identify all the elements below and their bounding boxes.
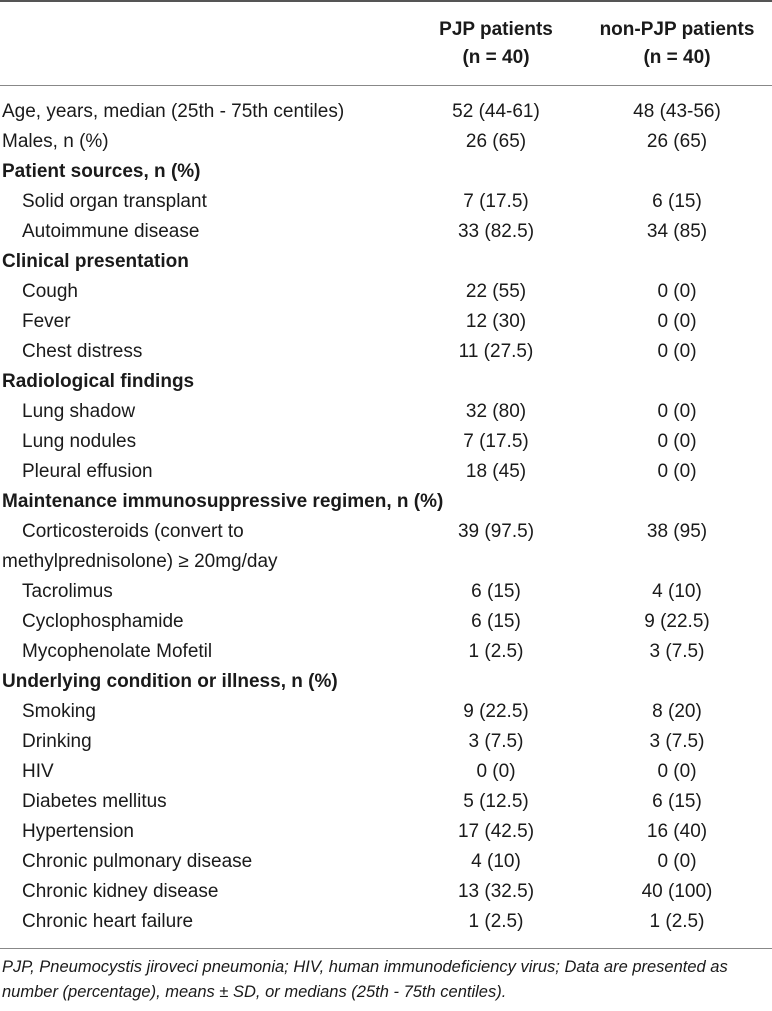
row-label-line2: methylprednisolone) ≥ 20mg/day: [2, 551, 278, 572]
table-bottom-rule: [0, 948, 772, 949]
section-header-row: [0, 667, 772, 697]
row-label: Hypertension: [22, 821, 134, 842]
pjp-value: 9 (22.5): [463, 701, 529, 722]
header-pjp-count: (n = 40): [462, 47, 530, 68]
row-label: Cough: [22, 281, 78, 302]
pjp-value: 6 (15): [471, 581, 521, 602]
section-label: Clinical presentation: [2, 251, 189, 272]
non-pjp-value: 4 (10): [652, 581, 702, 602]
row-label: Males, n (%): [2, 131, 109, 152]
non-pjp-value: 40 (100): [641, 881, 713, 902]
header-pjp-title: PJP patients: [439, 19, 553, 40]
row-label: Smoking: [22, 701, 96, 722]
non-pjp-value: 0 (0): [657, 431, 697, 452]
pjp-value: 52 (44-61): [452, 101, 540, 122]
table-header-rule: [0, 85, 772, 86]
table-row: [0, 697, 772, 727]
section-header-row: [0, 487, 772, 517]
table-row: [0, 787, 772, 817]
non-pjp-value: 16 (40): [646, 821, 708, 842]
row-label: Drinking: [22, 731, 92, 752]
table-row: [0, 97, 772, 127]
non-pjp-value: 0 (0): [657, 311, 697, 332]
row-label: Solid organ transplant: [22, 191, 207, 212]
pjp-value: 4 (10): [471, 851, 521, 872]
row-label: Lung nodules: [22, 431, 137, 452]
table-row: [0, 877, 772, 907]
non-pjp-value: 3 (7.5): [649, 731, 705, 752]
table-header-row: [0, 0, 772, 85]
table-row: [0, 607, 772, 637]
table-row: [0, 517, 772, 577]
row-label: [2, 517, 442, 577]
pjp-value: 7 (17.5): [463, 191, 529, 212]
row-label: Fever: [22, 311, 71, 332]
table-row: [0, 757, 772, 787]
non-pjp-value: 0 (0): [657, 341, 697, 362]
table-row: [0, 127, 772, 157]
row-label: Age, years, median (25th - 75th centiles): [2, 101, 345, 122]
section-label: Patient sources, n (%): [2, 161, 201, 182]
header-non-pjp-count: (n = 40): [643, 47, 711, 68]
pjp-value: 7 (17.5): [463, 431, 529, 452]
header-non-pjp-title: non-PJP patients: [599, 19, 755, 40]
table-row: [0, 847, 772, 877]
pjp-value: 33 (82.5): [457, 221, 535, 242]
section-label: Underlying condition or illness, n (%): [2, 671, 338, 692]
row-label: Chronic pulmonary disease: [22, 851, 253, 872]
section-label: Maintenance immunosuppressive regimen, n (%): [2, 491, 444, 512]
table-row: [0, 727, 772, 757]
non-pjp-value: 0 (0): [657, 461, 697, 482]
pjp-value: 39 (97.5): [457, 521, 535, 542]
row-label: Chronic heart failure: [22, 911, 194, 932]
non-pjp-value: 6 (15): [652, 191, 702, 212]
table-row: [0, 577, 772, 607]
non-pjp-value: 1 (2.5): [649, 911, 705, 932]
row-label: Tacrolimus: [22, 581, 113, 602]
pjp-value: 1 (2.5): [468, 641, 524, 662]
pjp-value: 6 (15): [471, 611, 521, 632]
table-row: [0, 337, 772, 367]
pjp-value: 5 (12.5): [463, 791, 529, 812]
non-pjp-value: 34 (85): [646, 221, 708, 242]
table-row: [0, 637, 772, 667]
pjp-value: 1 (2.5): [468, 911, 524, 932]
non-pjp-value: 8 (20): [652, 701, 702, 722]
pjp-value: 22 (55): [465, 281, 527, 302]
pjp-value: 26 (65): [465, 131, 527, 152]
header-pjp-patients: [412, 16, 580, 72]
section-label: Radiological findings: [2, 371, 195, 392]
row-label: Pleural effusion: [22, 461, 153, 482]
row-label: Cyclophosphamide: [22, 611, 184, 632]
pjp-value: 13 (32.5): [457, 881, 535, 902]
row-label: HIV: [22, 761, 54, 782]
non-pjp-value: 26 (65): [646, 131, 708, 152]
table-footnote: PJP, Pneumocystis jiroveci pneumonia; HIV, human immunodeficiency virus; Data are presented as number (percentage), means ± SD, or medians (25th - 75th centiles).: [2, 958, 728, 1001]
pjp-value: 3 (7.5): [468, 731, 524, 752]
non-pjp-value: 48 (43-56): [633, 101, 721, 122]
table-row: [0, 187, 772, 217]
row-label: Autoimmune disease: [22, 221, 200, 242]
section-header-row: [0, 367, 772, 397]
table-row: [0, 397, 772, 427]
row-label: Diabetes mellitus: [22, 791, 167, 812]
non-pjp-value: 38 (95): [646, 521, 708, 542]
pjp-value: 18 (45): [465, 461, 527, 482]
pjp-value: 11 (27.5): [458, 341, 534, 362]
row-label-line1: Corticosteroids (convert to: [22, 521, 244, 542]
table-row: [0, 217, 772, 247]
pjp-value: 12 (30): [465, 311, 527, 332]
non-pjp-value: 6 (15): [652, 791, 702, 812]
non-pjp-value: 0 (0): [657, 281, 697, 302]
pjp-value: 17 (42.5): [457, 821, 535, 842]
row-label: Mycophenolate Mofetil: [22, 641, 213, 662]
row-label: Lung shadow: [22, 401, 136, 422]
non-pjp-value: 3 (7.5): [649, 641, 705, 662]
row-label: Chest distress: [22, 341, 143, 362]
table-body: [0, 97, 772, 937]
non-pjp-value: 9 (22.5): [644, 611, 710, 632]
table-row: [0, 427, 772, 457]
pjp-value: 32 (80): [465, 401, 527, 422]
header-non-pjp-patients: [582, 16, 772, 72]
section-header-row: [0, 247, 772, 277]
table-row: [0, 277, 772, 307]
row-label: Chronic kidney disease: [22, 881, 219, 902]
table-row: [0, 457, 772, 487]
table-row: [0, 307, 772, 337]
table-row: [0, 907, 772, 937]
non-pjp-value: 0 (0): [657, 851, 697, 872]
non-pjp-value: 0 (0): [657, 401, 697, 422]
table-row: [0, 817, 772, 847]
non-pjp-value: 0 (0): [657, 761, 697, 782]
pjp-value: 0 (0): [476, 761, 516, 782]
section-header-row: [0, 157, 772, 187]
